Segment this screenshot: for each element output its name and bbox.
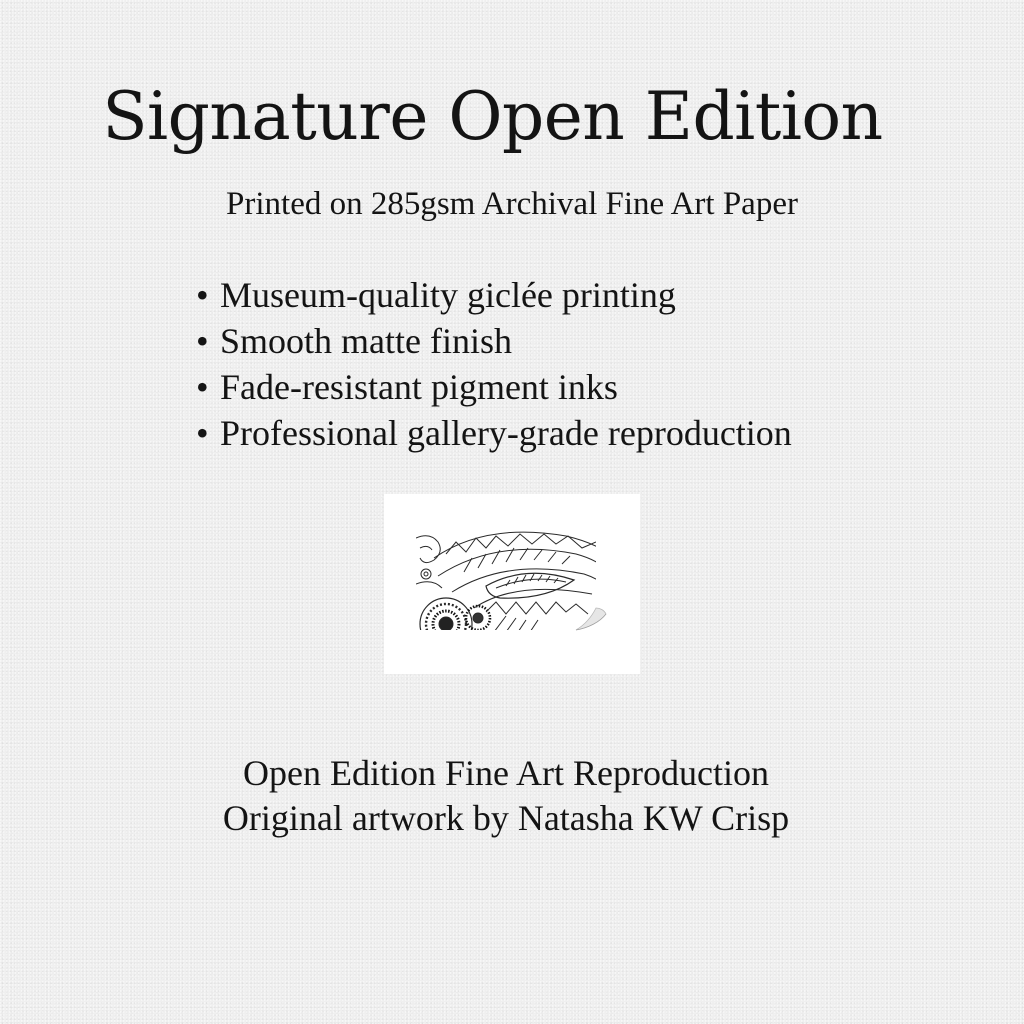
- feature-item: [196, 272, 792, 318]
- paper-subtitle: Printed on 285gsm Archival Fine Art Paper: [226, 186, 798, 222]
- feature-label: Fade-resistant pigment inks: [220, 367, 618, 407]
- feature-list: [196, 272, 792, 456]
- art-print-preview: [384, 494, 640, 674]
- page-title: Signature Open Edition: [102, 78, 883, 155]
- feature-item: [196, 364, 792, 410]
- feature-item: [196, 410, 792, 456]
- bullet-icon: •: [196, 367, 209, 407]
- zentangle-print-image: [416, 528, 610, 632]
- bullet-icon: •: [196, 321, 209, 361]
- edition-caption: Open Edition Fine Art Reproduction: [243, 753, 769, 793]
- bullet-icon: •: [196, 275, 209, 315]
- feature-item: [196, 318, 792, 364]
- bullet-icon: •: [196, 413, 209, 453]
- feature-label: Professional gallery-grade reproduction: [220, 413, 792, 453]
- feature-label: Smooth matte finish: [220, 321, 512, 361]
- feature-label: Museum-quality giclée printing: [220, 275, 676, 315]
- artist-credit: Original artwork by Natasha KW Crisp: [222, 798, 790, 838]
